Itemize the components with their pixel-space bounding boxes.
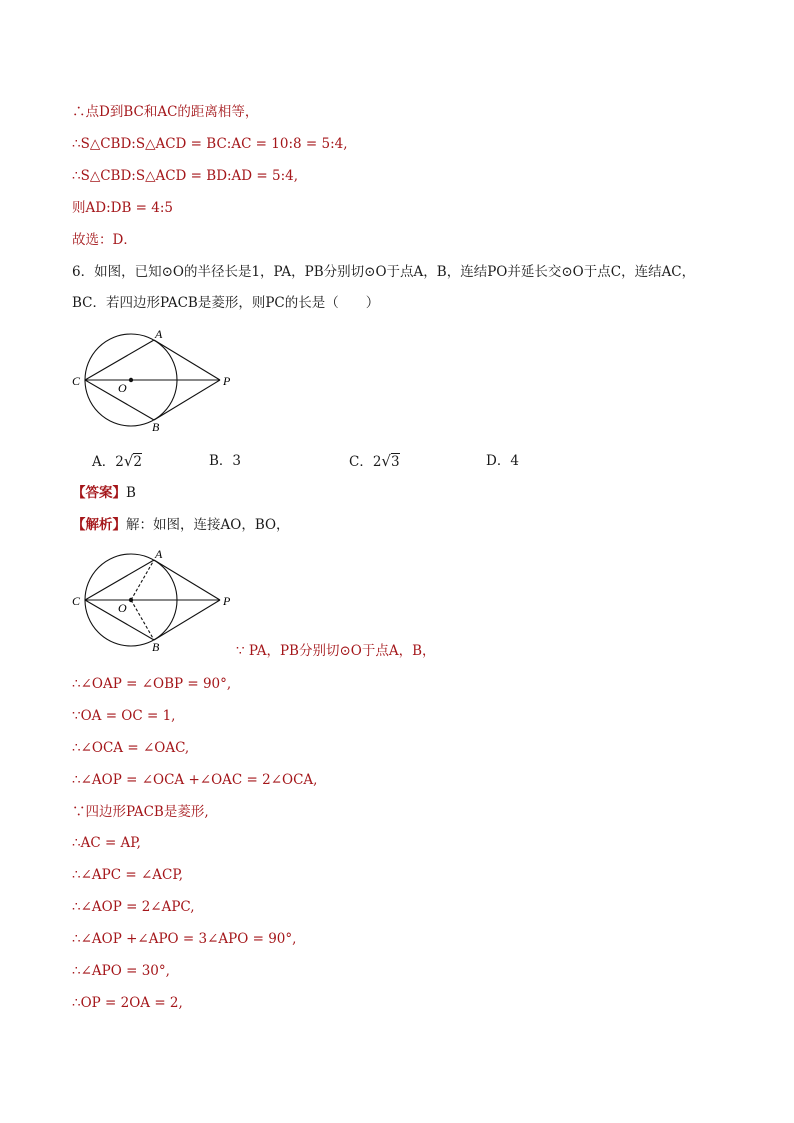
prev-solution-line-3: ∴S△CBD:S△ACD = BD:AD = 5:4, [72,168,299,184]
option-b: B．3 [209,453,242,469]
label-o-2: O [118,601,127,615]
label-o: O [118,381,127,395]
analysis-step-9: ∴∠AOP +∠APO = 3∠APO = 90°, [72,931,297,947]
segment-ap [154,340,220,380]
option-c-root: 3 [390,454,400,470]
label-c: C [72,374,81,388]
prev-solution-line-5: 故选：D． [72,232,137,248]
analysis-given: ∵ PA，PB分别切⊙O于点A，B， [236,643,436,659]
sqrt-sign-a: √ [123,452,134,470]
analysis-tag: 【解析】 [72,517,126,533]
prev-solution-line-4: 则AD:DB = 4:5 [72,200,173,216]
label-p: P [223,374,231,388]
question-line-2: BC．若四边形PACB是菱形，则PC的长是（ ） [72,295,380,311]
analysis-step-4: ∴∠AOP = ∠OCA +∠OAC = 2∠OCA, [72,772,318,788]
center-dot [129,378,133,382]
analysis-figure [66,545,246,660]
label-a: A [155,327,163,341]
question-line-1: 6．如图，已知⊙O的半径长是1，PA，PB分别切⊙O于点A，B，连结PO并延长交⊙O于点C，连结AC， [72,264,696,280]
answer-tag: 【答案】 [72,485,126,501]
answer-line [72,484,136,502]
label-b-2: B [152,640,160,654]
segment-ob-dashed [131,600,154,640]
option-a [92,452,142,471]
segment-oa-dashed [131,560,154,600]
segment-ca [85,340,154,380]
segment-bp [154,380,220,420]
analysis-step-8: ∴∠AOP = 2∠APC, [72,899,195,915]
label-a-2: A [155,547,163,561]
label-p-2: P [223,594,231,608]
option-a-prefix: A．2 [92,454,124,470]
option-d: D．4 [486,453,519,469]
analysis-step-5: ∵四边形PACB是菱形, [72,804,209,820]
analysis-step-1: ∴∠OAP = ∠OBP = 90°, [72,676,232,692]
analysis-step-2: ∵OA = OC = 1, [72,708,176,724]
prev-solution-line-2: ∴S△CBD:S△ACD = BC:AC = 10:8 = 5:4, [72,136,348,152]
label-b: B [152,420,160,434]
analysis-intro-line [72,516,290,534]
analysis-step-7: ∴∠APC = ∠ACP, [72,867,183,883]
analysis-step-11: ∴OP = 2OA = 2, [72,995,183,1011]
option-c [349,452,400,471]
segment-bp-2 [154,600,220,640]
segment-ca-2 [85,560,154,600]
sqrt-sign-c: √ [381,452,391,470]
option-a-root: 2 [133,454,142,470]
answer-value: B [126,485,136,501]
option-c-prefix: C．2 [349,454,382,470]
segment-ap-2 [154,560,220,600]
center-dot-2 [129,598,133,602]
prev-solution-line-1: ∴点D到BC和AC的距离相等， [72,104,259,120]
analysis-step-10: ∴∠APO = 30°, [72,963,170,979]
label-c-2: C [72,594,81,608]
analysis-step-6: ∴AC = AP, [72,835,141,851]
analysis-intro: 解：如图，连接AO，BO， [126,517,290,533]
analysis-step-3: ∴∠OCA = ∠OAC, [72,740,190,756]
question-figure [66,325,246,440]
